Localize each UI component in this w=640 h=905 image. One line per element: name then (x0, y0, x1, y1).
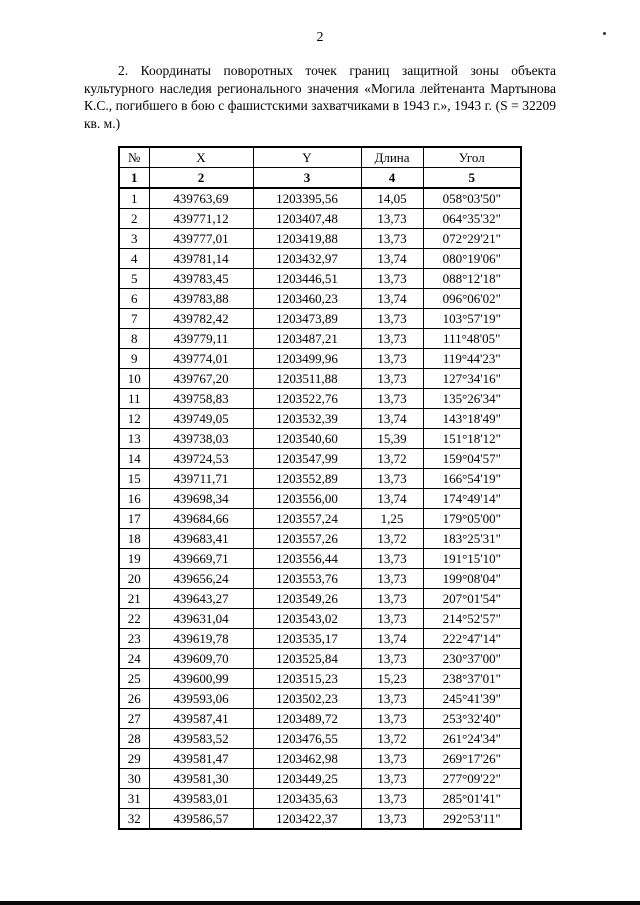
table-cell: 27 (119, 709, 149, 729)
table-cell: 072°29'21" (423, 229, 521, 249)
table-cell: 292°53'11" (423, 809, 521, 830)
table-row (119, 589, 521, 609)
column-number-cell: 2 (149, 168, 253, 189)
table-cell: 096°06'02" (423, 289, 521, 309)
table-cell: 058°03'50" (423, 188, 521, 209)
table-cell: 277°09'22" (423, 769, 521, 789)
table-cell: 13,72 (361, 529, 423, 549)
table-row (119, 669, 521, 689)
table-cell: 439763,69 (149, 188, 253, 209)
table-row (119, 609, 521, 629)
intro-paragraph: 2. Координаты поворотных точек границ защитной зоны объекта культурного наследия регионального значения «Могила лейтенанта Мартынова К.С., погибшего в бою с фашистскими захватчиками в 1943 г.», 1943 г. (S = 32209 кв. м.) (84, 63, 556, 131)
table-row (119, 229, 521, 249)
table-cell: 9 (119, 349, 149, 369)
table-cell: 8 (119, 329, 149, 349)
table-cell: 4 (119, 249, 149, 269)
table-cell: 1203473,89 (253, 309, 361, 329)
table-cell: 439581,47 (149, 749, 253, 769)
table-cell: 13,73 (361, 569, 423, 589)
table-cell: 22 (119, 609, 149, 629)
table-cell: 1203446,51 (253, 269, 361, 289)
table-cell: 6 (119, 289, 149, 309)
table-cell: 439724,53 (149, 449, 253, 469)
table-row (119, 449, 521, 469)
table-cell: 14 (119, 449, 149, 469)
table-cell: 13,73 (361, 469, 423, 489)
table-cell: 439738,03 (149, 429, 253, 449)
table-cell: 1203556,00 (253, 489, 361, 509)
table-cell: 29 (119, 749, 149, 769)
table-cell: 1203435,63 (253, 789, 361, 809)
table-cell: 15,39 (361, 429, 423, 449)
column-number-cell: 5 (423, 168, 521, 189)
table-row (119, 329, 521, 349)
table-cell: 28 (119, 729, 149, 749)
table-row (119, 529, 521, 549)
table-cell: 13,73 (361, 349, 423, 369)
table-cell: 1203556,44 (253, 549, 361, 569)
table-cell: 13,73 (361, 589, 423, 609)
table-cell: 1203553,76 (253, 569, 361, 589)
table-cell: 13,73 (361, 749, 423, 769)
table-cell: 13,74 (361, 289, 423, 309)
column-number-cell: 3 (253, 168, 361, 189)
table-cell: 1 (119, 188, 149, 209)
table-cell: 3 (119, 229, 149, 249)
table-cell: 13,73 (361, 689, 423, 709)
table-cell: 1203557,26 (253, 529, 361, 549)
table-row (119, 489, 521, 509)
table-cell: 439581,30 (149, 769, 253, 789)
table-cell: 143°18'49" (423, 409, 521, 429)
table-cell: 13,73 (361, 269, 423, 289)
table-cell: 13,74 (361, 629, 423, 649)
table-cell: 439758,83 (149, 389, 253, 409)
table-cell: 1203489,72 (253, 709, 361, 729)
table-row (119, 188, 521, 209)
table-cell: 1203547,99 (253, 449, 361, 469)
table-cell: 1203535,17 (253, 629, 361, 649)
table-cell: 111°48'05" (423, 329, 521, 349)
table-cell: 439586,57 (149, 809, 253, 830)
table-cell: 269°17'26" (423, 749, 521, 769)
table-cell: 1203515,23 (253, 669, 361, 689)
table-cell: 31 (119, 789, 149, 809)
table-cell: 439587,41 (149, 709, 253, 729)
table-cell: 127°34'16" (423, 369, 521, 389)
table-cell: 13,74 (361, 489, 423, 509)
table-cell: 439593,06 (149, 689, 253, 709)
table-cell: 1,25 (361, 509, 423, 529)
coordinates-table-body (119, 188, 521, 829)
header-cell-number: № (119, 147, 149, 168)
table-cell: 30 (119, 769, 149, 789)
table-cell: 13,73 (361, 769, 423, 789)
table-cell: 1203532,39 (253, 409, 361, 429)
table-cell: 1203557,24 (253, 509, 361, 529)
table-cell: 1203407,48 (253, 209, 361, 229)
table-cell: 1203395,56 (253, 188, 361, 209)
table-cell: 439600,99 (149, 669, 253, 689)
header-cell-angle: Угол (423, 147, 521, 168)
table-cell: 1203502,23 (253, 689, 361, 709)
table-row (119, 369, 521, 389)
table-cell: 13,74 (361, 249, 423, 269)
table-cell: 103°57'19" (423, 309, 521, 329)
table-cell: 13,73 (361, 709, 423, 729)
table-cell: 13,73 (361, 369, 423, 389)
table-cell: 13 (119, 429, 149, 449)
table-cell: 439771,12 (149, 209, 253, 229)
table-cell: 5 (119, 269, 149, 289)
table-cell: 199°08'04" (423, 569, 521, 589)
table-cell: 13,73 (361, 309, 423, 329)
header-cell-y: Y (253, 147, 361, 168)
table-cell: 1203499,96 (253, 349, 361, 369)
table-cell: 191°15'10" (423, 549, 521, 569)
table-cell: 159°04'57" (423, 449, 521, 469)
table-cell: 26 (119, 689, 149, 709)
table-cell: 13,73 (361, 329, 423, 349)
table-row (119, 249, 521, 269)
table-row (119, 429, 521, 449)
table-cell: 183°25'31" (423, 529, 521, 549)
table-cell: 439683,41 (149, 529, 253, 549)
table-cell: 261°24'34" (423, 729, 521, 749)
table-row (119, 749, 521, 769)
table-cell: 439779,11 (149, 329, 253, 349)
table-cell: 1203522,76 (253, 389, 361, 409)
coordinates-table (118, 146, 522, 830)
table-cell: 2 (119, 209, 149, 229)
table-cell: 174°49'14" (423, 489, 521, 509)
table-cell: 245°41'39" (423, 689, 521, 709)
table-cell: 15,23 (361, 669, 423, 689)
table-row (119, 269, 521, 289)
table-cell: 23 (119, 629, 149, 649)
table-row (119, 689, 521, 709)
header-cell-x: X (149, 147, 253, 168)
table-cell: 119°44'23" (423, 349, 521, 369)
table-cell: 285°01'41" (423, 789, 521, 809)
table-cell: 207°01'54" (423, 589, 521, 609)
table-cell: 1203525,84 (253, 649, 361, 669)
table-cell: 16 (119, 489, 149, 509)
table-row (119, 629, 521, 649)
table-row (119, 709, 521, 729)
table-cell: 439684,66 (149, 509, 253, 529)
table-cell: 439619,78 (149, 629, 253, 649)
table-cell: 088°12'18" (423, 269, 521, 289)
table-row (119, 309, 521, 329)
table-row (119, 289, 521, 309)
table-cell: 222°47'14" (423, 629, 521, 649)
table-row (119, 789, 521, 809)
table-cell: 1203540,60 (253, 429, 361, 449)
table-cell: 32 (119, 809, 149, 830)
table-cell: 439643,27 (149, 589, 253, 609)
table-cell: 439669,71 (149, 549, 253, 569)
table-cell: 439583,52 (149, 729, 253, 749)
table-cell: 439711,71 (149, 469, 253, 489)
table-row (119, 209, 521, 229)
table-cell: 10 (119, 369, 149, 389)
table-cell: 13,73 (361, 209, 423, 229)
table-cell: 13,73 (361, 549, 423, 569)
table-row (119, 409, 521, 429)
table-cell: 439698,34 (149, 489, 253, 509)
table-row (119, 809, 521, 830)
table-cell: 1203432,97 (253, 249, 361, 269)
table-cell: 179°05'00" (423, 509, 521, 529)
table-cell: 439781,14 (149, 249, 253, 269)
table-cell: 439631,04 (149, 609, 253, 629)
table-cell: 439777,01 (149, 229, 253, 249)
table-cell: 238°37'01" (423, 669, 521, 689)
scan-artifact-dot (603, 32, 606, 35)
table-cell: 13,72 (361, 729, 423, 749)
column-number-cell: 4 (361, 168, 423, 189)
table-row (119, 569, 521, 589)
header-labels-row (119, 147, 521, 168)
table-header (119, 147, 521, 188)
table-cell: 24 (119, 649, 149, 669)
table-row (119, 349, 521, 369)
table-cell: 17 (119, 509, 149, 529)
table-cell: 13,73 (361, 649, 423, 669)
table-row (119, 509, 521, 529)
table-cell: 166°54'19" (423, 469, 521, 489)
scan-artifact-bottom-edge (0, 901, 640, 905)
table-row (119, 649, 521, 669)
table-cell: 1203543,02 (253, 609, 361, 629)
table-cell: 7 (119, 309, 149, 329)
table-cell: 151°18'12" (423, 429, 521, 449)
table-row (119, 469, 521, 489)
table-cell: 13,74 (361, 409, 423, 429)
table-cell: 439783,45 (149, 269, 253, 289)
table-row (119, 549, 521, 569)
table-cell: 11 (119, 389, 149, 409)
table-cell: 25 (119, 669, 149, 689)
table-row (119, 729, 521, 749)
table-cell: 439783,88 (149, 289, 253, 309)
table-cell: 1203460,23 (253, 289, 361, 309)
table-cell: 1203476,55 (253, 729, 361, 749)
table-cell: 13,72 (361, 449, 423, 469)
table-cell: 080°19'06" (423, 249, 521, 269)
table-row (119, 769, 521, 789)
table-cell: 1203462,98 (253, 749, 361, 769)
table-cell: 064°35'32" (423, 209, 521, 229)
table-cell: 439609,70 (149, 649, 253, 669)
table-cell: 1203549,26 (253, 589, 361, 609)
table-cell: 14,05 (361, 188, 423, 209)
table-cell: 214°52'57" (423, 609, 521, 629)
table-cell: 13,73 (361, 389, 423, 409)
table-cell: 18 (119, 529, 149, 549)
table-cell: 15 (119, 469, 149, 489)
table-cell: 19 (119, 549, 149, 569)
table-cell: 439774,01 (149, 349, 253, 369)
table-cell: 1203487,21 (253, 329, 361, 349)
page-number: 2 (316, 30, 324, 45)
column-number-cell: 1 (119, 168, 149, 189)
table-cell: 12 (119, 409, 149, 429)
table-cell: 1203511,88 (253, 369, 361, 389)
table-cell: 439767,20 (149, 369, 253, 389)
table-cell: 1203422,37 (253, 809, 361, 830)
table-cell: 20 (119, 569, 149, 589)
table-cell: 13,73 (361, 809, 423, 830)
table-cell: 135°26'34" (423, 389, 521, 409)
table-cell: 1203449,25 (253, 769, 361, 789)
table-cell: 1203552,89 (253, 469, 361, 489)
table-cell: 230°37'00" (423, 649, 521, 669)
table-cell: 21 (119, 589, 149, 609)
table-row (119, 389, 521, 409)
table-cell: 13,73 (361, 609, 423, 629)
table-cell: 439656,24 (149, 569, 253, 589)
table-cell: 253°32'40" (423, 709, 521, 729)
table-cell: 439583,01 (149, 789, 253, 809)
header-numbers-row (119, 168, 521, 189)
table-cell: 1203419,88 (253, 229, 361, 249)
table-cell: 439749,05 (149, 409, 253, 429)
table-cell: 439782,42 (149, 309, 253, 329)
table-cell: 13,73 (361, 789, 423, 809)
header-cell-length: Длина (361, 147, 423, 168)
table-cell: 13,73 (361, 229, 423, 249)
